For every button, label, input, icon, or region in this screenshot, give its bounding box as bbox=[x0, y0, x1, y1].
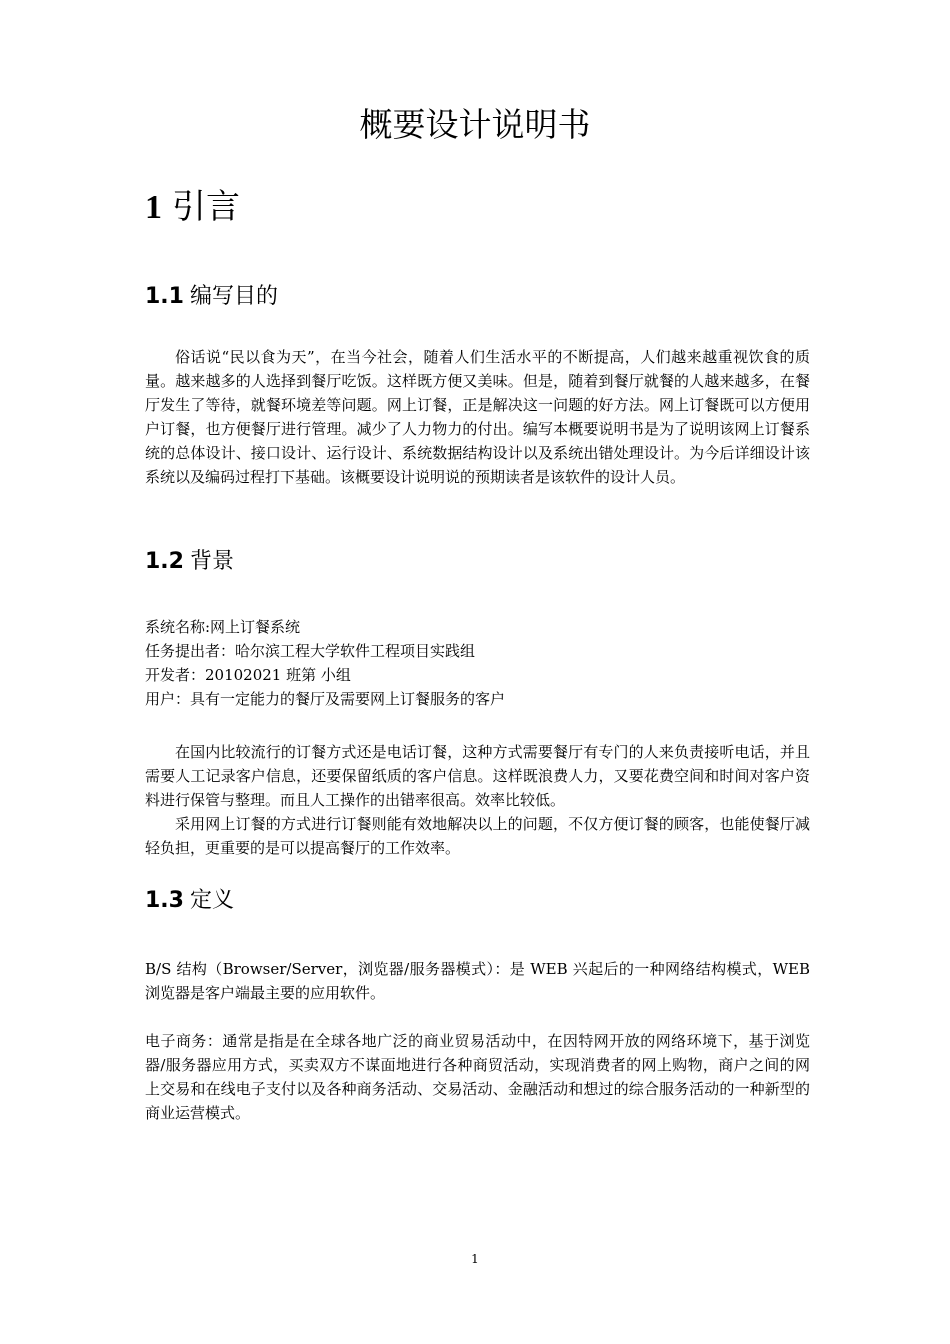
background-paragraph-1: 在国内比较流行的订餐方式还是电话订餐，这种方式需要餐厅有专门的人来负责接听电话，并且需要人工记录客户信息，还要保留纸质的客户信息。这样既浪费人力，又要花费空间和时间对客户资料进行保管与整理。而且人工操作的出错率很高。效率比较低。 bbox=[145, 743, 810, 809]
definition-e-commerce: 电子商务：通常是指是在全球各地广泛的商业贸易活动中，在因特网开放的网络环境下，基于浏览器/服务器应用方式，买卖双方不谋面地进行各种商贸活动，实现消费者的网上购物，商户之间的网上交易和在线电子支付以及各种商务活动、交易活动、金融活动和想过的综合服务活动的一种新型的商业运营模式。 bbox=[145, 1032, 810, 1122]
section-heading-1 bbox=[145, 183, 240, 232]
section-number: 1.2 bbox=[145, 549, 184, 574]
section-number: 1 bbox=[145, 189, 162, 226]
developer-line: 开发者：20102021 班第 小组 bbox=[145, 666, 351, 684]
system-name-line: 系统名称:网上订餐系统 bbox=[145, 618, 301, 636]
section-heading-1-2 bbox=[145, 546, 234, 578]
task-proposer-line: 任务提出者：哈尔滨工程大学软件工程项目实践组 bbox=[145, 642, 476, 660]
section-heading-1-3 bbox=[145, 885, 234, 917]
section-number: 1.3 bbox=[145, 888, 184, 913]
user-line: 用户：具有一定能力的餐厅及需要网上订餐服务的客户 bbox=[145, 690, 506, 708]
purpose-paragraph: 俗话说“民以食为天”，在当今社会，随着人们生活水平的不断提高，人们越来越重视饮食的质量。越来越多的人选择到餐厅吃饭。这样既方便又美味。但是，随着到餐厅就餐的人越来越多，在餐厅发生了等待，就餐环境差等问题。网上订餐，正是解决这一问题的好方法。网上订餐既可以方便用户订餐，也方便餐厅进行管理。减少了人力物力的付出。编写本概要说明书是为了说明该网上订餐系统的总体设计、接口设计、运行设计、系统数据结构设计以及系统出错处理设计。为今后详细设计该系统以及编码过程打下基础。该概要设计说明说的预期读者是该软件的设计人员。 bbox=[145, 348, 810, 486]
page-number: 1 bbox=[471, 1252, 479, 1266]
section-title: 编写目的 bbox=[189, 284, 278, 309]
section-title: 背景 bbox=[189, 549, 234, 574]
section-title: 引言 bbox=[172, 187, 240, 227]
section-number: 1.1 bbox=[145, 284, 184, 309]
section-heading-1-1 bbox=[145, 281, 278, 313]
definition-bs-structure: B/S 结构（Browser/Server，浏览器/服务器模式）：是 WEB 兴起后的一种网络结构模式，WEB 浏览器是客户端最主要的应用软件。 bbox=[145, 960, 810, 1002]
background-paragraph-2: 采用网上订餐的方式进行订餐则能有效地解决以上的问题，不仅方便订餐的顾客，也能使餐厅减轻负担，更重要的是可以提高餐厅的工作效率。 bbox=[145, 815, 810, 857]
document-title: 概要设计说明书 bbox=[359, 105, 591, 144]
section-title: 定义 bbox=[189, 888, 234, 913]
